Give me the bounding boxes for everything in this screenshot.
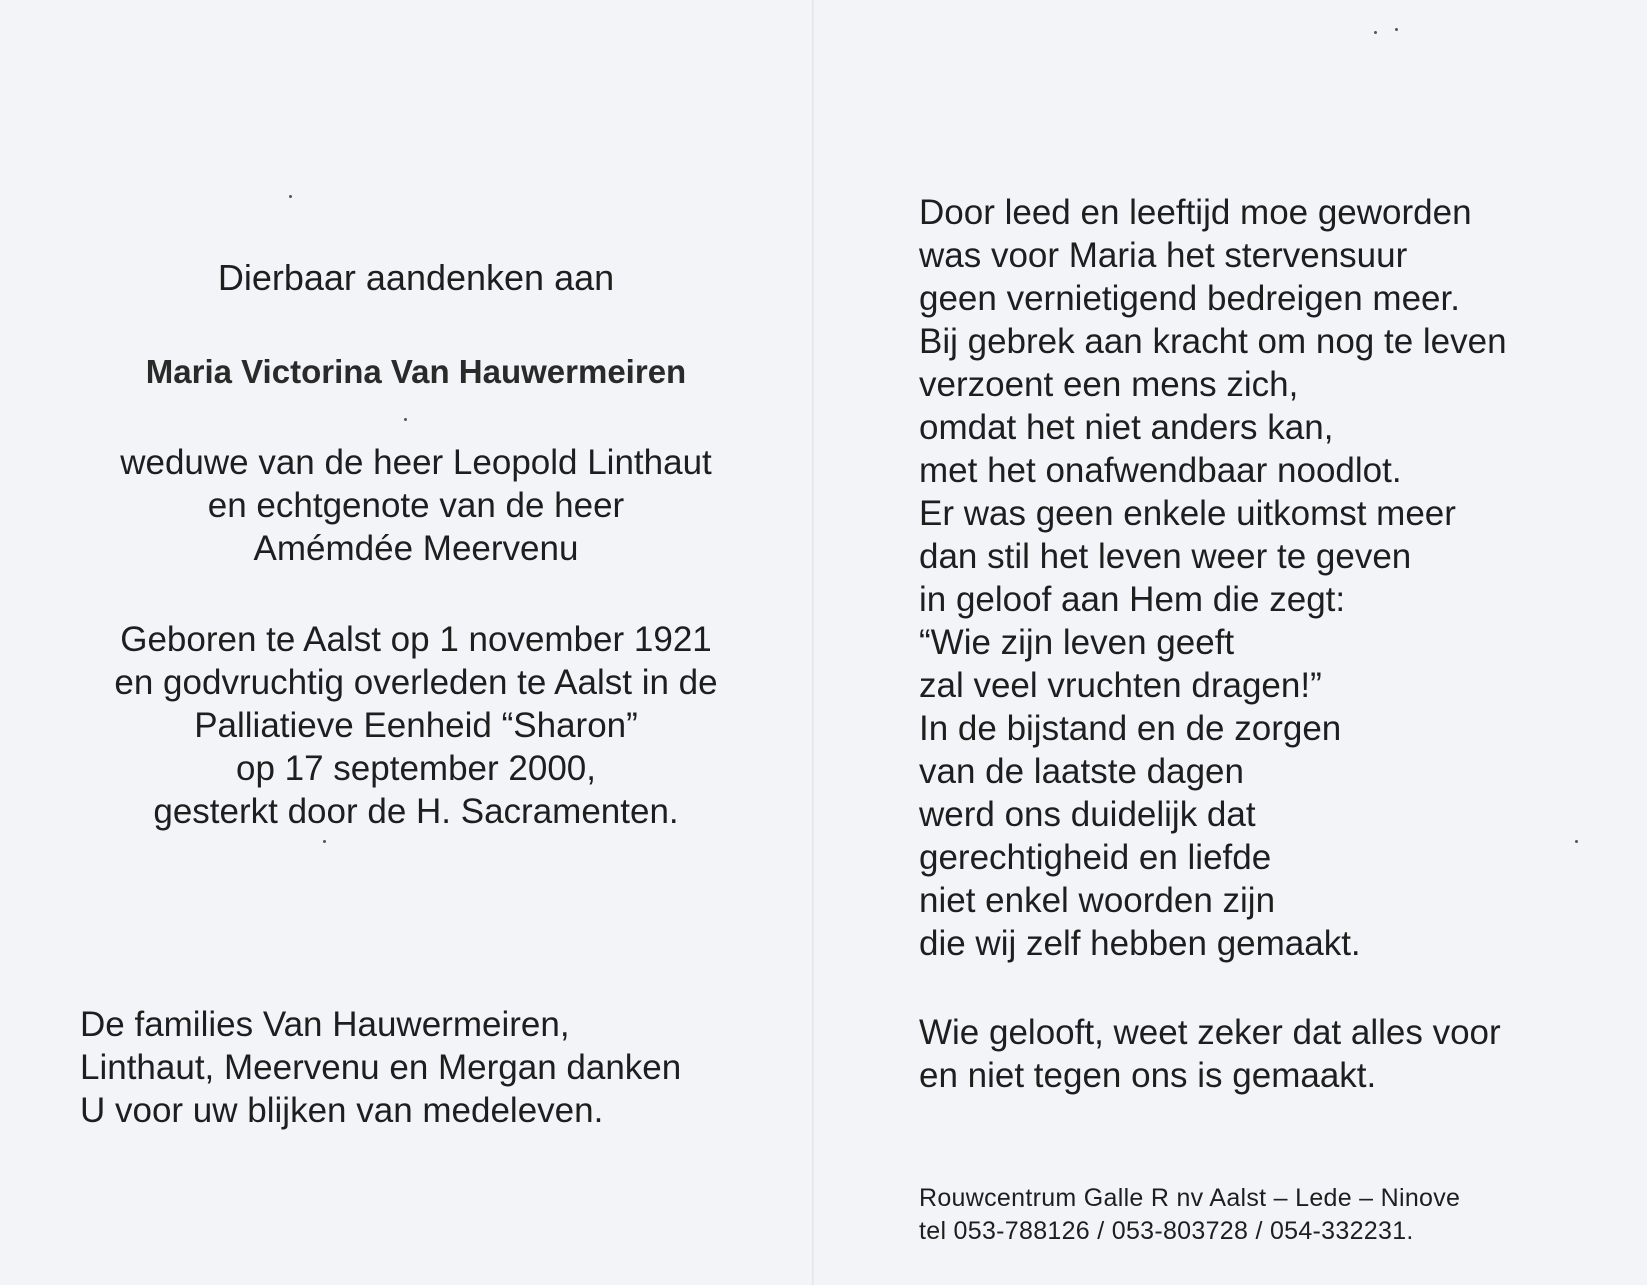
poem-line: in geloof aan Hem die zegt: bbox=[919, 580, 1346, 619]
poem-line: niet enkel woorden zijn bbox=[919, 881, 1276, 920]
deceased-name bbox=[60, 350, 772, 393]
life-dates-line: en godvruchtig overleden te Aalst in de bbox=[114, 663, 718, 702]
poem-line: Door leed en leeftijd moe geworden bbox=[919, 193, 1472, 232]
poem-line: die wij zelf hebben gemaakt. bbox=[919, 924, 1361, 963]
spouse-info bbox=[60, 441, 772, 570]
poem-line: dan stil het leven weer te geven bbox=[919, 537, 1412, 576]
spouse-line: Amémdée Meervenu bbox=[253, 529, 579, 568]
left-panel bbox=[0, 0, 812, 1285]
family-thanks bbox=[80, 1003, 780, 1132]
poem-line: gerechtigheid en liefde bbox=[919, 838, 1272, 877]
closing-verse bbox=[919, 1011, 1639, 1097]
poem-line: verzoent een mens zich, bbox=[919, 365, 1299, 404]
poem-line: met het onafwendbaar noodlot. bbox=[919, 451, 1402, 490]
heading bbox=[60, 256, 772, 299]
life-dates-line: Palliatieve Eenheid “Sharon” bbox=[194, 706, 638, 745]
funeral-home-phone: tel 053-788126 / 053-803728 / 054-332231. bbox=[919, 1217, 1414, 1245]
life-dates bbox=[60, 618, 772, 833]
spouse-line: en echtgenote van de heer bbox=[207, 486, 625, 525]
closing-line: Wie gelooft, weet zeker dat alles voor bbox=[919, 1013, 1501, 1052]
deceased-name-text: Maria Victorina Van Hauwermeiren bbox=[145, 353, 687, 390]
life-dates-line: gesterkt door de H. Sacramenten. bbox=[153, 792, 679, 831]
funeral-home-name: Rouwcentrum Galle R nv Aalst – Lede – Ninove bbox=[919, 1184, 1461, 1212]
poem-line: omdat het niet anders kan, bbox=[919, 408, 1334, 447]
thanks-line: Linthaut, Meervenu en Mergan danken bbox=[80, 1048, 682, 1087]
life-dates-line: Geboren te Aalst op 1 november 1921 bbox=[120, 620, 712, 659]
poem-line: geen vernietigend bedreigen meer. bbox=[919, 279, 1460, 318]
spouse-line: weduwe van de heer Leopold Linthaut bbox=[120, 443, 712, 482]
closing-line: en niet tegen ons is gemaakt. bbox=[919, 1056, 1377, 1095]
funeral-home-footer bbox=[919, 1182, 1639, 1248]
life-dates-line: op 17 september 2000, bbox=[236, 749, 596, 788]
poem-line: van de laatste dagen bbox=[919, 752, 1244, 791]
poem-line: was voor Maria het stervensuur bbox=[919, 236, 1408, 275]
memorial-poem bbox=[919, 191, 1639, 965]
right-panel bbox=[814, 0, 1647, 1285]
thanks-line: U voor uw blijken van medeleven. bbox=[80, 1091, 604, 1130]
poem-line: In de bijstand en de zorgen bbox=[919, 709, 1342, 748]
poem-line: Bij gebrek aan kracht om nog te leven bbox=[919, 322, 1507, 361]
poem-line: “Wie zijn leven geeft bbox=[919, 623, 1235, 662]
poem-line: zal veel vruchten dragen!” bbox=[919, 666, 1322, 705]
poem-line: werd ons duidelijk dat bbox=[919, 795, 1256, 834]
poem-line: Er was geen enkele uitkomst meer bbox=[919, 494, 1456, 533]
thanks-line: De families Van Hauwermeiren, bbox=[80, 1005, 570, 1044]
heading-text: Dierbaar aandenken aan bbox=[217, 257, 615, 298]
